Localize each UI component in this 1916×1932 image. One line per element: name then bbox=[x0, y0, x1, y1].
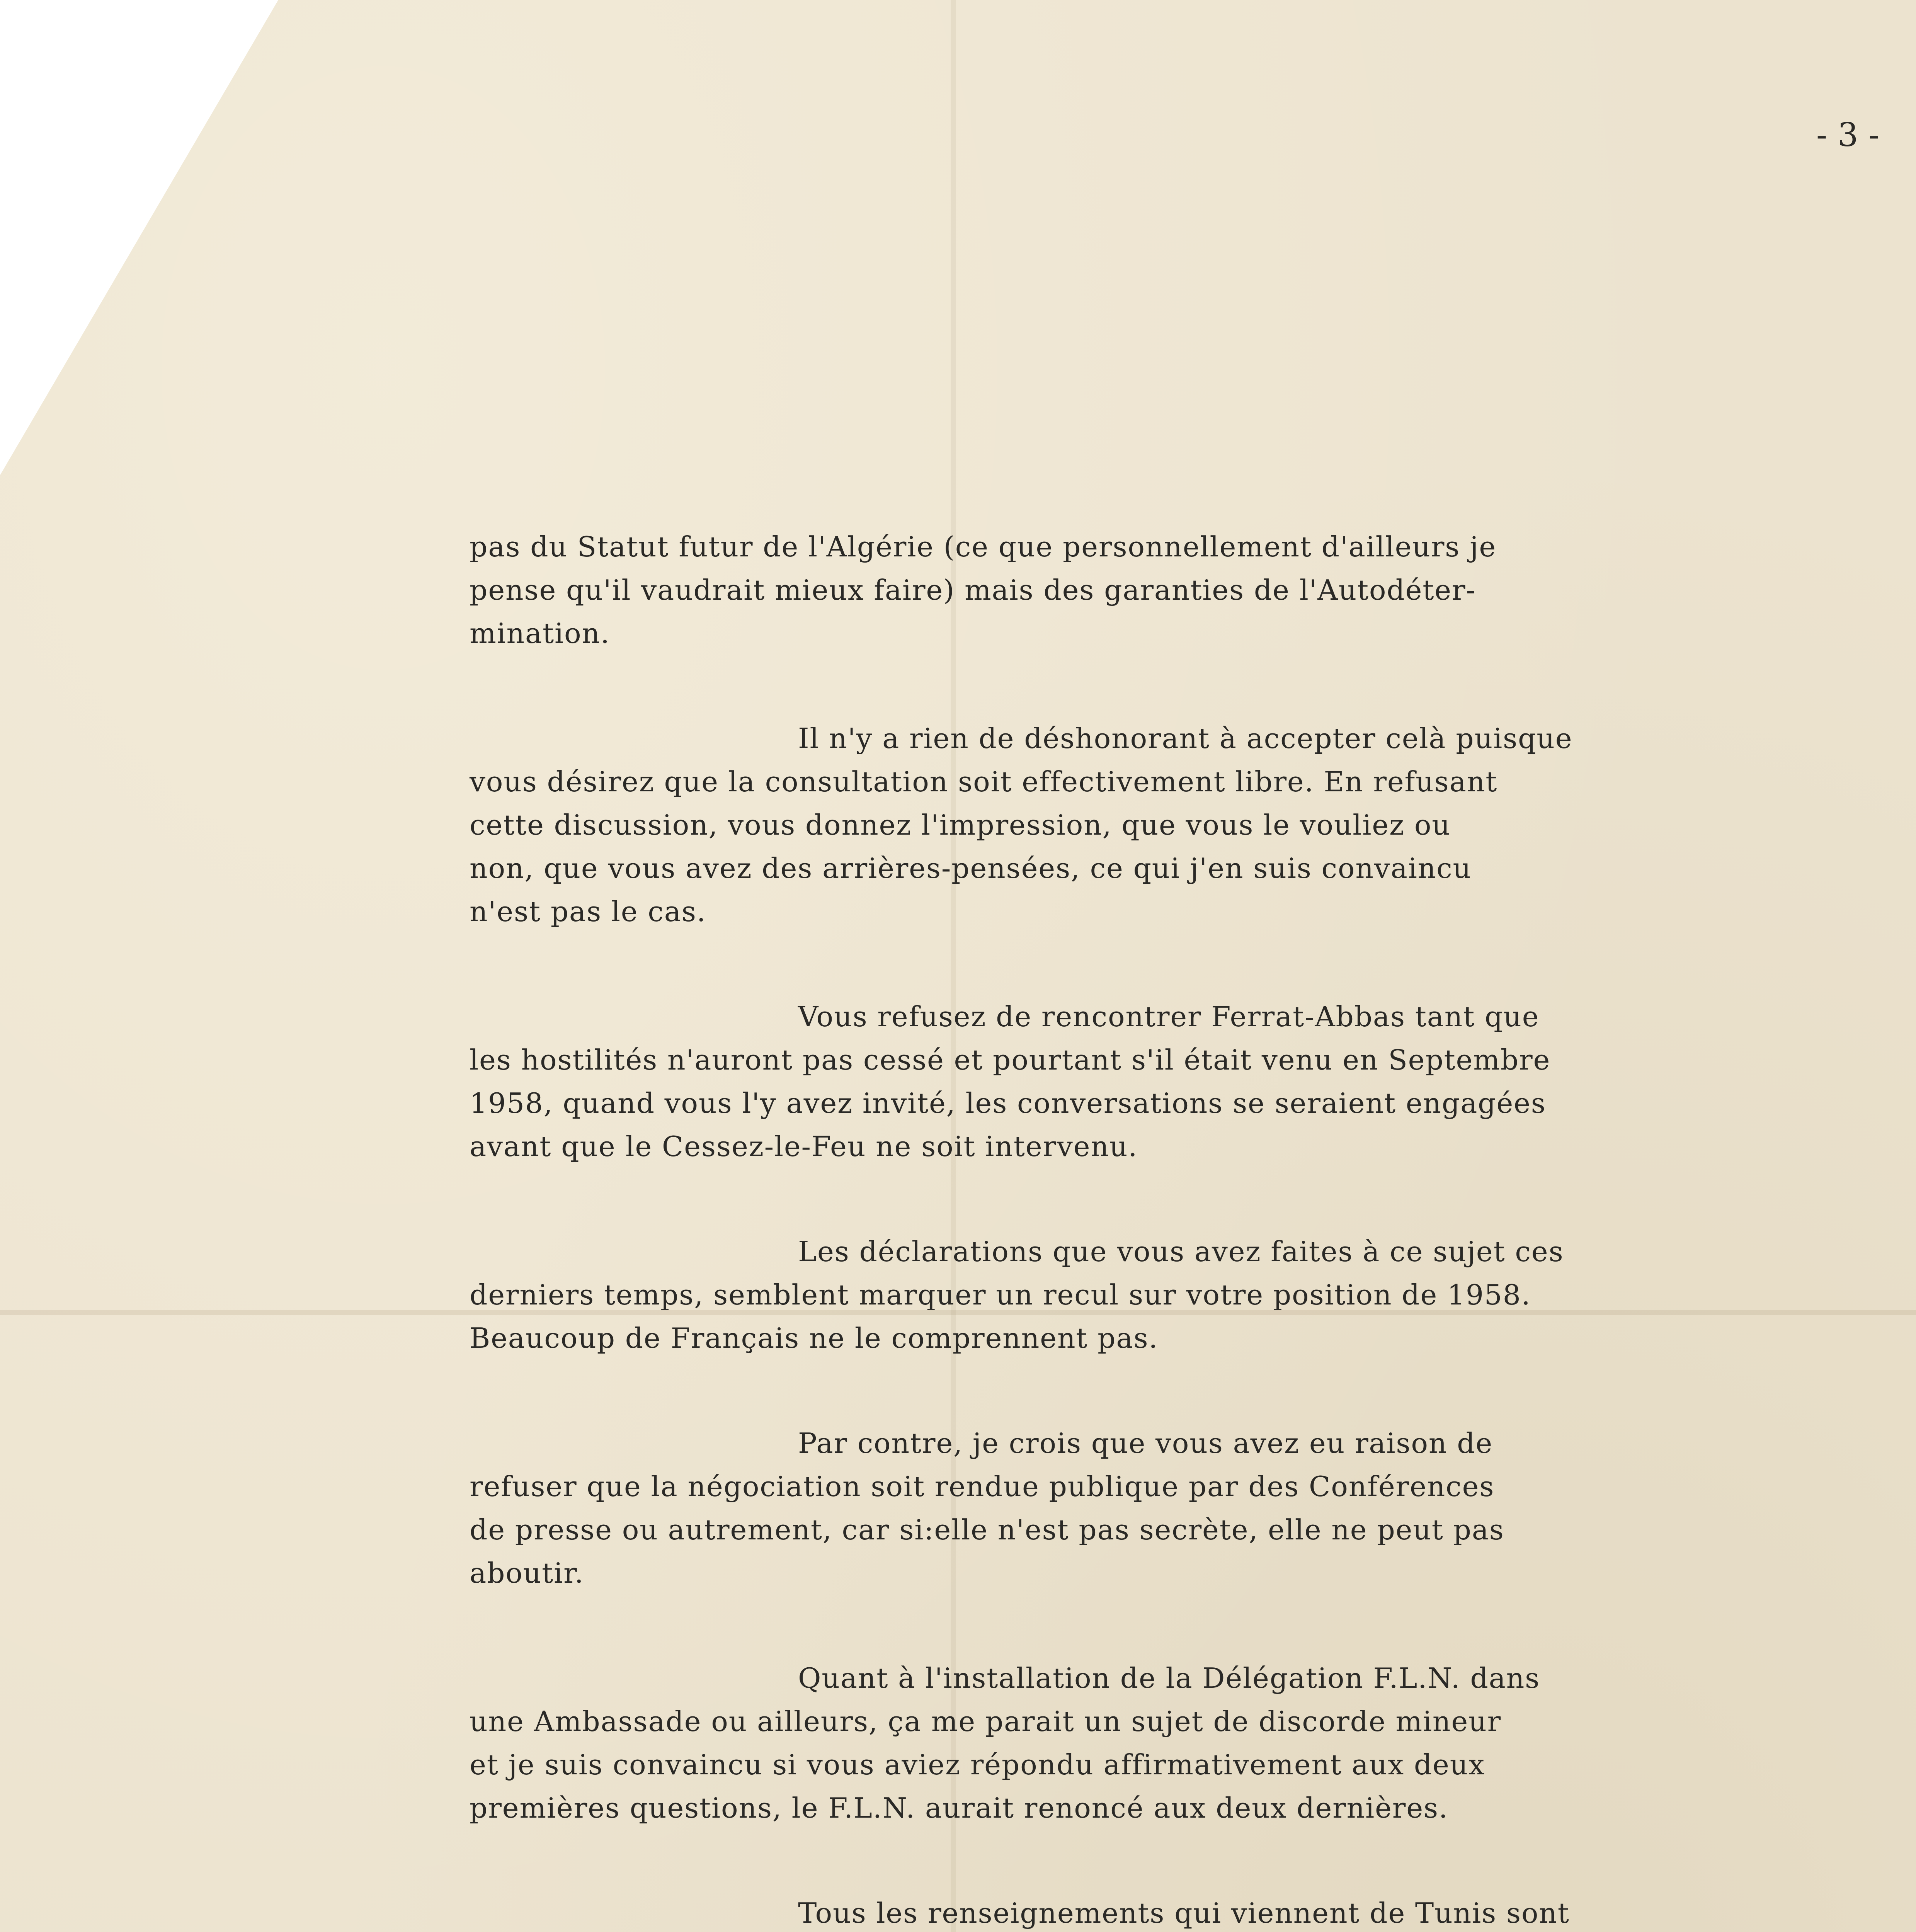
text-line: Tous les renseignements qui viennent de Tunis sont bbox=[798, 1897, 1570, 1930]
text-line: mination. bbox=[470, 617, 610, 650]
text-line: derniers temps, semblent marquer un recul sur votre position de 1958. bbox=[470, 1279, 1531, 1311]
text-line: n'est pas le cas. bbox=[470, 896, 706, 928]
page-number: - 3 - bbox=[1816, 116, 1880, 154]
text-line: vous désirez que la consultation soit effectivement libre. En refusant bbox=[470, 766, 1498, 798]
text-line: Les déclarations que vous avez faites à ce sujet ces bbox=[798, 1236, 1564, 1268]
text-line: premières questions, le F.L.N. aurait renoncé aux deux dernières. bbox=[470, 1792, 1448, 1825]
paragraph-gap bbox=[470, 1360, 1915, 1422]
text-line: Beaucoup de Français ne le comprennent pas. bbox=[470, 1322, 1159, 1355]
text-line: aboutir. bbox=[470, 1557, 584, 1590]
text-line: refuser que la négociation soit rendue publique par des Conférences bbox=[470, 1471, 1495, 1503]
text-line: 1958, quand vous l'y avez invité, les conversations se seraient engagées bbox=[470, 1087, 1546, 1120]
text-line: Quant à l'installation de la Délégation F.L.N. dans bbox=[798, 1662, 1540, 1695]
text-line: avant que le Cessez-le-Feu ne soit intervenu. bbox=[470, 1131, 1138, 1163]
text-line: non, que vous avez des arrières-pensées, ce qui j'en suis convaincu bbox=[470, 852, 1472, 885]
text-line: et je suis convaincu si vous aviez répondu affirmativement aux deux bbox=[470, 1749, 1485, 1781]
text-line: Par contre, je crois que vous avez eu raison de bbox=[798, 1427, 1493, 1460]
paragraph-gap bbox=[470, 934, 1915, 995]
text-line: pense qu'il vaudrait mieux faire) mais des garanties de l'Autodéter- bbox=[470, 574, 1476, 607]
text-line: de presse ou autrement, car si:elle n'est pas secrète, elle ne peut pas bbox=[470, 1514, 1504, 1546]
text-line: pas du Statut futur de l'Algérie (ce que personnellement d'ailleurs je bbox=[470, 531, 1497, 563]
text-line: les hostilités n'auront pas cessé et pourtant s'il était venu en Septembre bbox=[470, 1044, 1551, 1077]
letter-body bbox=[470, 526, 1915, 1932]
paragraph-gap bbox=[470, 655, 1915, 717]
text-line: cette discussion, vous donnez l'impression, que vous le vouliez ou bbox=[470, 809, 1451, 842]
text-line: Vous refusez de rencontrer Ferrat-Abbas tant que bbox=[798, 1001, 1540, 1033]
paragraph-gap bbox=[470, 1168, 1915, 1230]
paragraph-gap bbox=[470, 1830, 1915, 1892]
paragraph-gap bbox=[470, 1595, 1915, 1657]
text-line: une Ambassade ou ailleurs, ça me parait un sujet de discorde mineur bbox=[470, 1706, 1502, 1738]
text-line: Il n'y a rien de déshonorant à accepter celà puisque bbox=[798, 723, 1573, 755]
